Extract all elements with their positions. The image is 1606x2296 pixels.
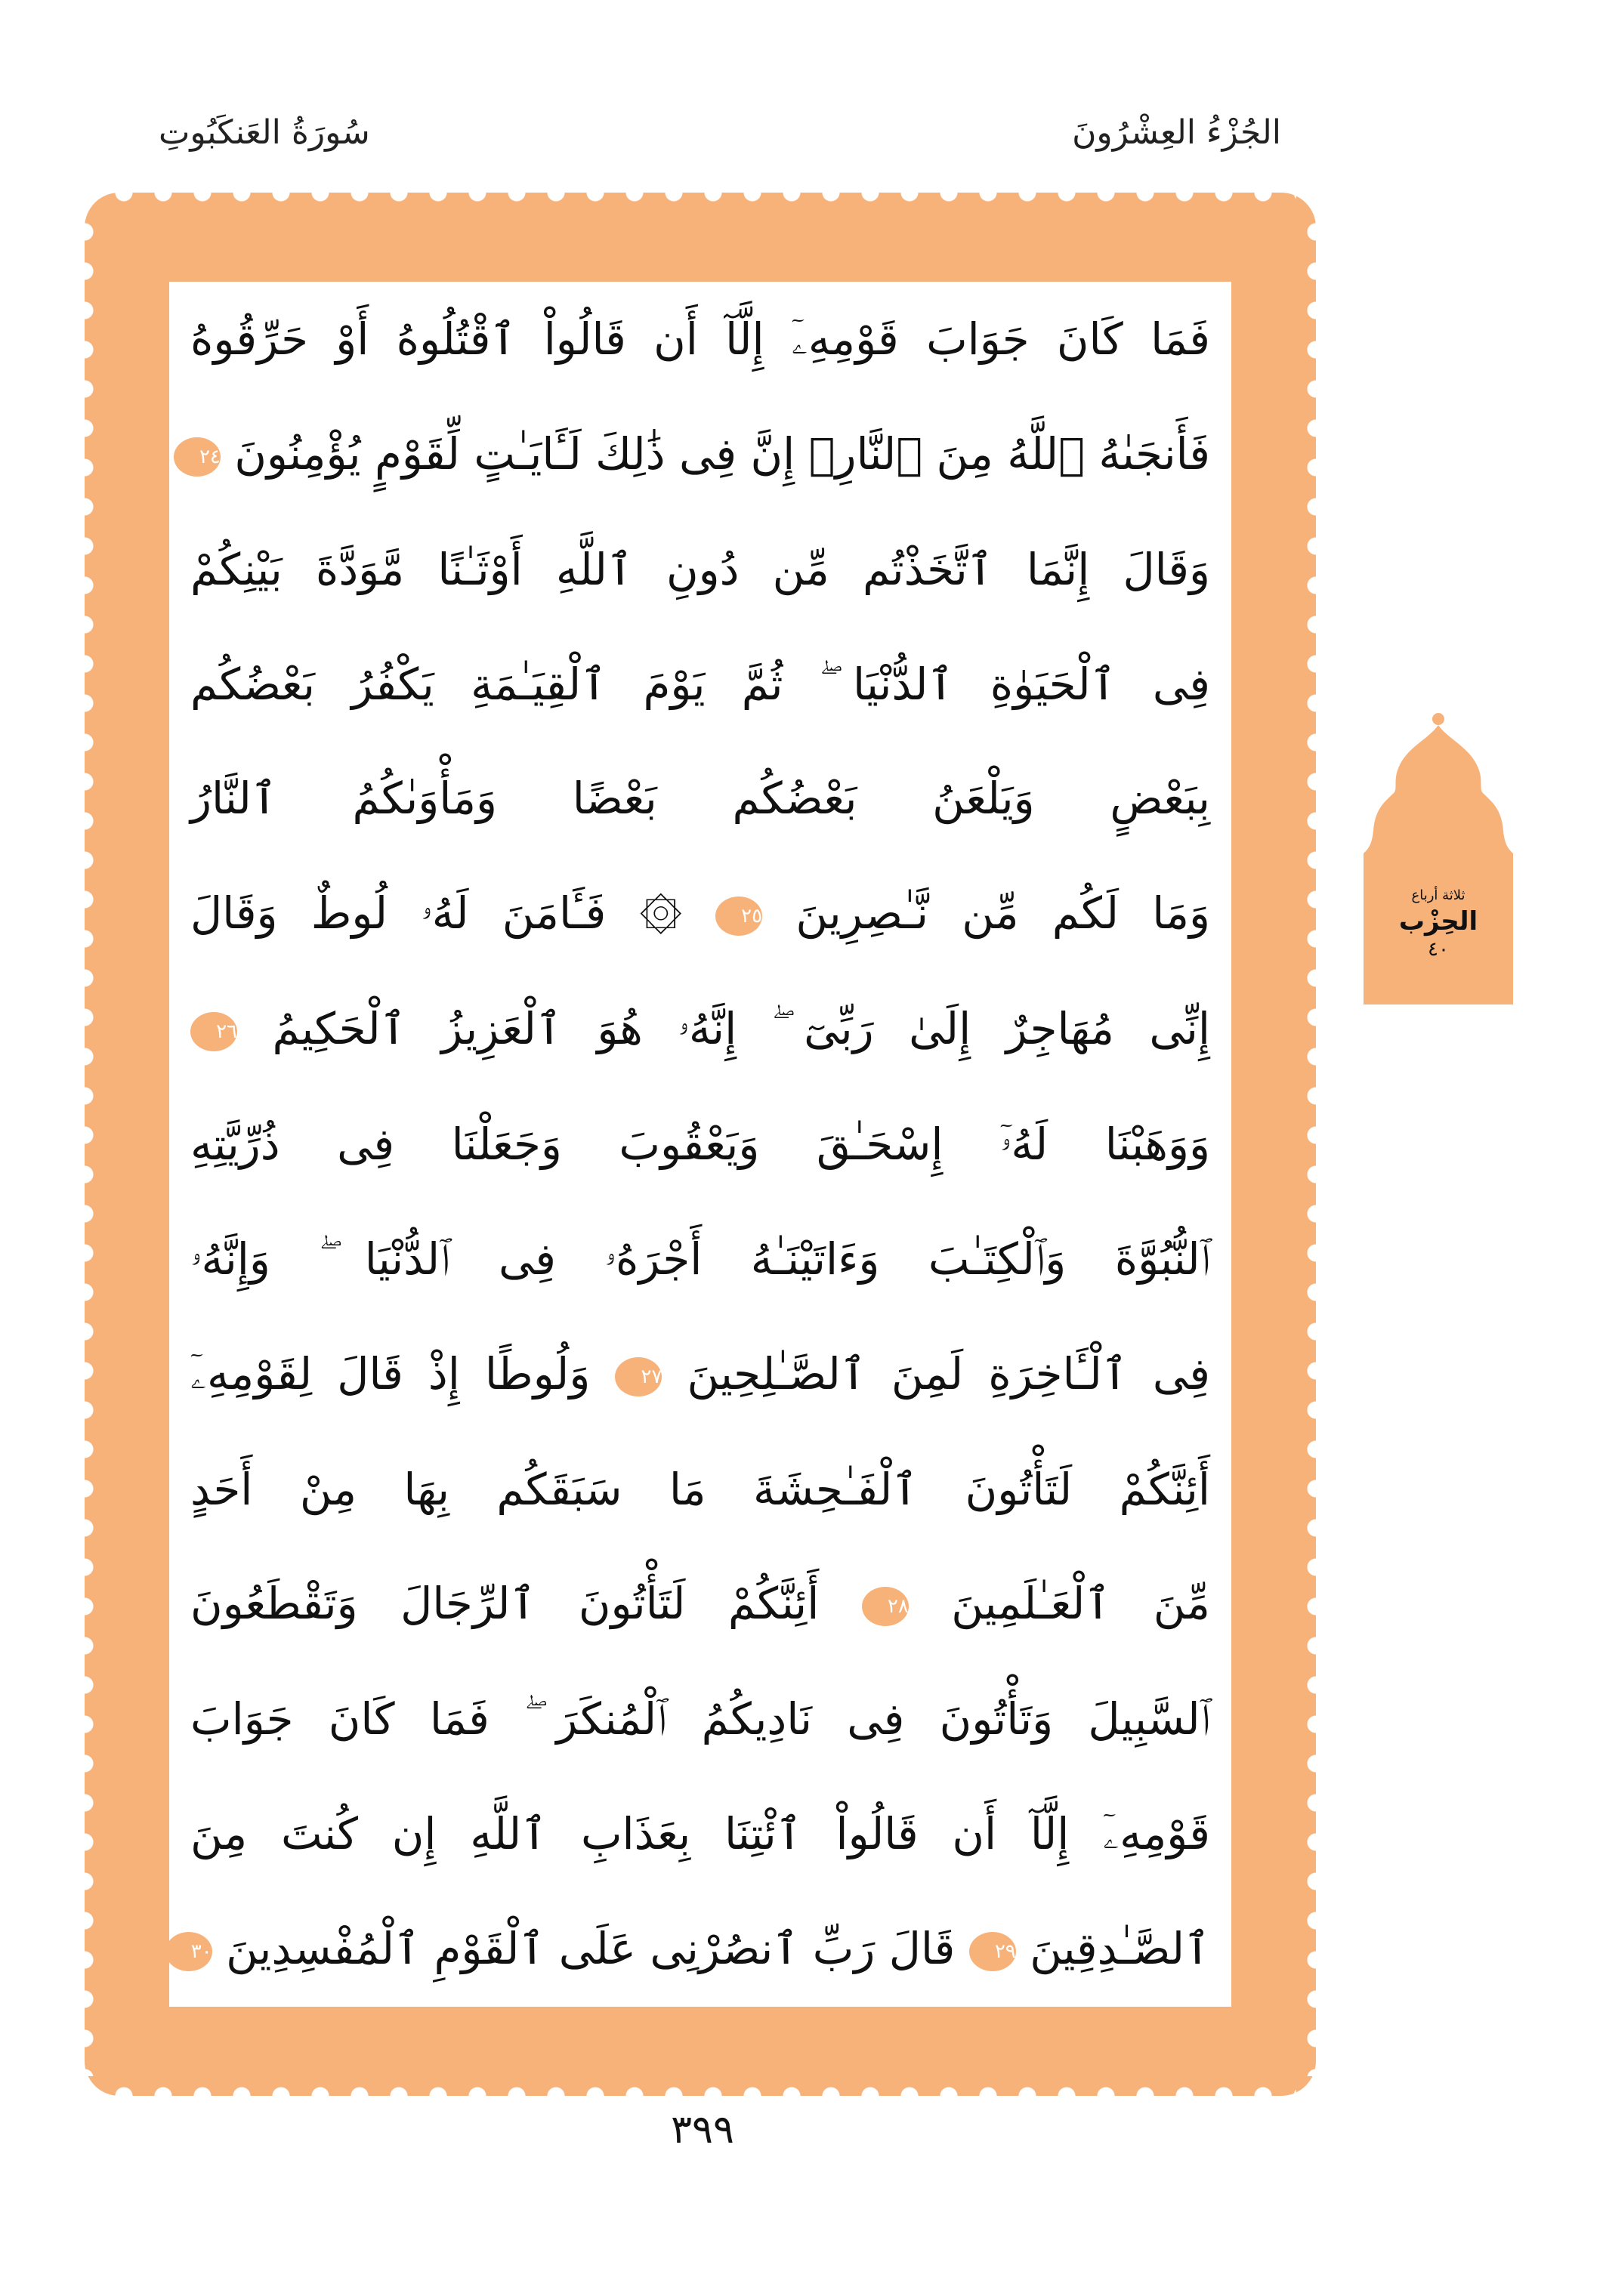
verse-text: مِّنَ ٱلْعَـٰلَمِينَ (951, 1578, 1210, 1630)
hizb-number: ٤٠ (1428, 938, 1449, 961)
verse-line (190, 887, 1211, 940)
verse-text: ٱلسَّبِيلَ وَتَأْتُونَ فِى نَادِيكُمُ ٱلْمُنكَرَ ۖ فَمَا كَانَ جَوَابَ (190, 1693, 1210, 1745)
text-area (169, 282, 1231, 2007)
verse-line (190, 1463, 1210, 1515)
frame-scallop-bottom (104, 2078, 1296, 2096)
verse-line (190, 658, 1210, 710)
verse-text: وَوَهَبْنَا لَهُۥٓ إِسْحَـٰقَ وَيَعْقُوبَ وَجَعَلْنَا فِى ذُرِّيَّتِهِ (190, 1118, 1210, 1170)
frame-scallop-left (85, 212, 103, 2076)
verse-text: فِى ٱلْـَٔاخِرَةِ لَمِنَ ٱلصَّـٰلِحِينَ (687, 1347, 1210, 1400)
verse-text: ۞ فَـَٔامَنَ لَهُۥ لُوطٌ وَقَالَ (190, 887, 682, 940)
verse-line (190, 1118, 1210, 1170)
hizb-label: الحِزْب (1398, 906, 1478, 937)
ayah-number-marker: ٢٦ (190, 1012, 237, 1051)
verse-line (190, 1003, 1211, 1055)
verse-line (190, 1808, 1210, 1860)
ayah-number-marker: ٢٨ (862, 1587, 909, 1626)
verse-line (190, 1233, 1210, 1285)
verse-line (190, 427, 1210, 480)
page-frame (85, 193, 1316, 2096)
ayah-number-marker: ٢٤ (174, 437, 221, 477)
verse-line (190, 313, 1210, 365)
ayah-number-marker: ٣٠ (165, 1932, 212, 1971)
juz-title: الجُزْءُ العِشْرُونَ (1072, 113, 1281, 152)
verse-text: وَمَا لَكُم مِّن نَّـٰصِرِينَ (795, 887, 1211, 940)
verse-text: بِبَعْضٍ وَيَلْعَنُ بَعْضُكُم بَعْضًا وَمَأْوَىٰكُمُ ٱلنَّارُ (190, 773, 1210, 825)
verse-text: فَمَا كَانَ جَوَابَ قَوْمِهِۦٓ إِلَّآ أَن قَالُواْ ٱقْتُلُوهُ أَوْ حَرِّقُوهُ (190, 313, 1210, 365)
verse-line (190, 1923, 1210, 1975)
hizb-marker (1352, 702, 1524, 1004)
verse-text: فَأَنجَىٰهُ ٱللَّهُ مِنَ ٱلنَّارِۚ إِنَّ فِى ذَٰلِكَ لَـَٔايَـٰتٍ لِّقَوْمٍ يُؤْمِنُونَ (234, 427, 1210, 480)
page-number: ٣٩٩ (671, 2107, 734, 2152)
verse-text: قَوْمِهِۦٓ إِلَّآ أَن قَالُواْ ٱئْتِنَا بِعَذَابِ ٱللَّهِ إِن كُنتَ مِنَ (190, 1808, 1210, 1860)
hizb-quarter-label: ثلاثة أرباع (1411, 887, 1465, 903)
verse-line (190, 1693, 1210, 1745)
verse-text: فِى ٱلْحَيَوٰةِ ٱلدُّنْيَا ۖ ثُمَّ يَوْمَ ٱلْقِيَـٰمَةِ يَكْفُرُ بَعْضُكُم (190, 658, 1210, 710)
verse-text: ٱلنُّبُوَّةَ وَٱلْكِتَـٰبَ وَءَاتَيْنَـٰهُ أَجْرَهُۥ فِى ٱلدُّنْيَا ۖ وَإِنَّهُۥ (190, 1233, 1210, 1285)
verse-text: أَئِنَّكُمْ لَتَأْتُونَ ٱلرِّجَالَ وَتَقْطَعُونَ (190, 1578, 820, 1630)
ayah-number-marker: ٢٩ (969, 1932, 1016, 1971)
verse-text: وَلُوطًا إِذْ قَالَ لِقَوْمِهِۦٓ (190, 1347, 591, 1400)
verse-text: أَئِنَّكُمْ لَتَأْتُونَ ٱلْفَـٰحِشَةَ مَا سَبَقَكُم بِهَا مِنْ أَحَدٍ (190, 1463, 1210, 1515)
surah-title: سُورَةُ العَنكَبُوتِ (159, 113, 370, 152)
verse-lines (190, 282, 1210, 2007)
verse-text: ٱلصَّـٰدِقِينَ (1030, 1923, 1210, 1975)
frame-scallop-top (104, 193, 1296, 211)
verse-text: وَقَالَ إِنَّمَا ٱتَّخَذْتُم مِّن دُونِ ٱللَّهِ أَوْثَـٰنًا مَّوَدَّةَ بَيْنِكُمْ (190, 543, 1210, 595)
verse-text: إِنِّى مُهَاجِرٌ إِلَىٰ رَبِّىٓ ۖ إِنَّهُۥ هُوَ ٱلْعَزِيزُ ٱلْحَكِيمُ (272, 1003, 1211, 1055)
verse-line (190, 1347, 1210, 1400)
frame-scallop-right (1298, 212, 1316, 2076)
ayah-number-marker: ٢٧ (615, 1357, 662, 1396)
verse-text: قَالَ رَبِّ ٱنصُرْنِى عَلَى ٱلْقَوْمِ ٱلْمُفْسِدِينَ (226, 1923, 956, 1975)
verse-line (190, 543, 1210, 595)
verse-line (190, 773, 1210, 825)
verse-line (190, 1578, 1210, 1630)
ayah-number-marker: ٢٥ (715, 896, 762, 936)
